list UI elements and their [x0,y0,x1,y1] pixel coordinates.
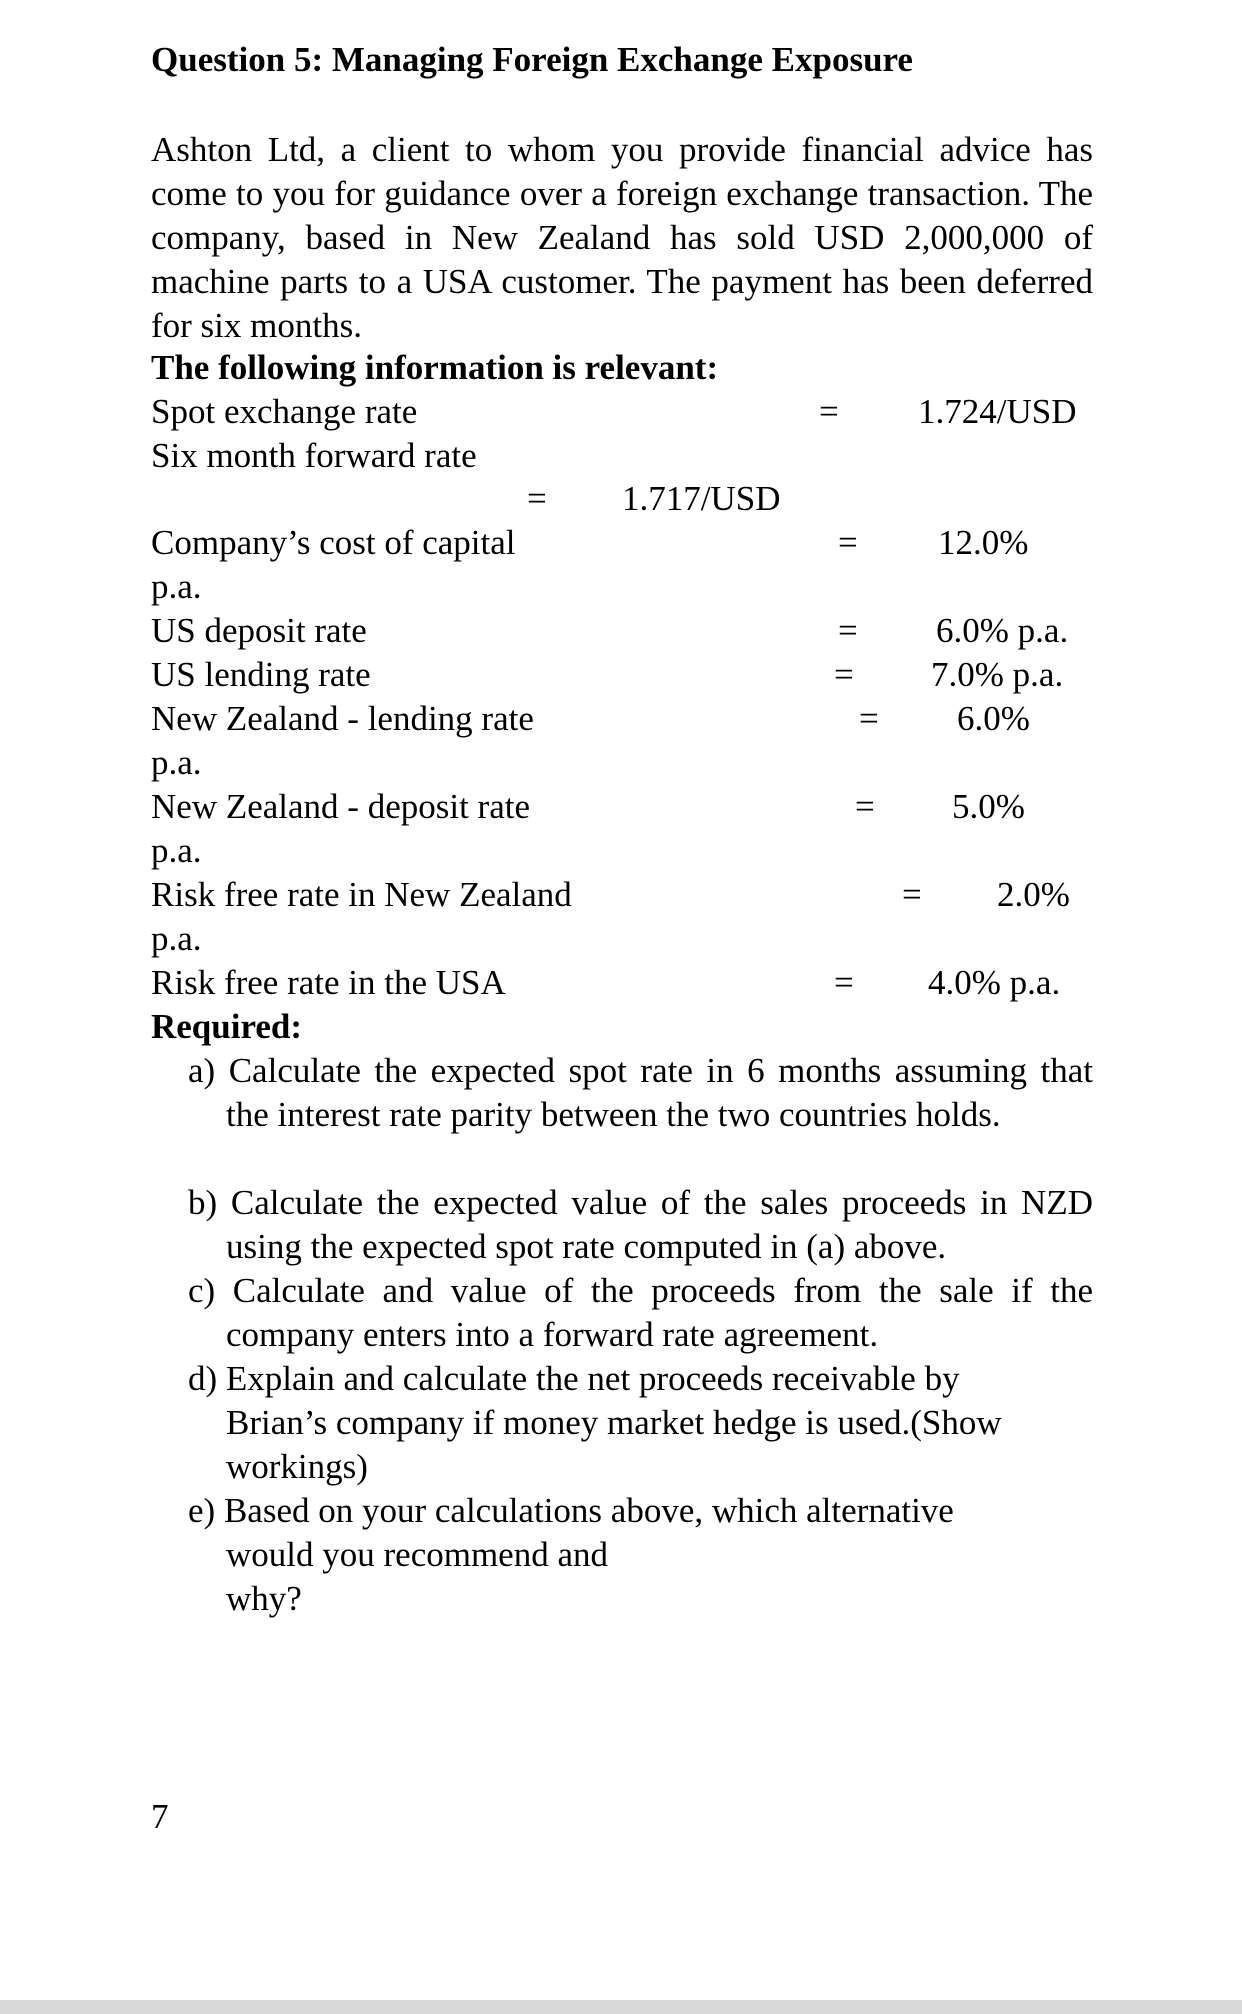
nz-deposit-label: New Zealand - deposit rate [151,787,531,826]
us-lending-label: US lending rate [151,655,371,694]
rf-usa-label: Risk free rate in the USA [151,963,506,1002]
required-item-c: c) Calculate and value of the proceeds from the sale if the company enters into a forward rate agreement. [188,1271,1093,1354]
required-item-e-line3: why? [226,1579,302,1618]
intro-paragraph: Ashton Ltd, a client to whom you provide financial advice has come to you for guidance over a foreign exchange transaction. The company, based in New Zealand has sold USD 2,000,000 of machine parts to a USA customer. The payment has been deferred for six months. [151,130,1093,345]
rf-usa-value: 4.0% p.a. [928,963,1061,1002]
us-deposit-label: US deposit rate [151,611,367,650]
question-title: Question 5: Managing Foreign Exchange Exposure [151,40,913,79]
nz-deposit-suffix: p.a. [151,831,202,870]
required-heading: Required: [151,1007,303,1046]
forward-rate-equals: = [527,479,547,518]
cost-of-capital-label: Company’s cost of capital [151,523,516,562]
rf-nz-equals: = [902,875,922,914]
required-item-b: b) Calculate the expected value of the sales proceeds in NZD using the expected spot rate computed in (a) above. [188,1183,1093,1266]
required-item-d-line2: Brian’s company if money market hedge is used.(Show [226,1403,1002,1442]
spot-rate-label: Spot exchange rate [151,392,418,431]
required-item-d-line1: d) Explain and calculate the net proceeds receivable by [188,1359,960,1398]
nz-lending-label: New Zealand - lending rate [151,699,534,738]
rf-nz-label: Risk free rate in New Zealand [151,875,572,914]
us-deposit-equals: = [838,611,858,650]
us-deposit-value: 6.0% p.a. [936,611,1069,650]
required-item-e-line1: e) Based on your calculations above, which alternative [188,1491,954,1530]
required-item-a: a) Calculate the expected spot rate in 6 months assuming that the interest rate parity between the two countries holds. [188,1051,1093,1134]
nz-lending-equals: = [859,699,879,738]
forward-rate-value: 1.717/USD [622,479,781,518]
spot-rate-equals: = [819,392,839,431]
page-number: 7 [151,1797,169,1836]
info-heading: The following information is relevant: [151,348,719,387]
cost-of-capital-equals: = [838,523,858,562]
cost-of-capital-suffix: p.a. [151,567,202,606]
required-item-d-line3: workings) [226,1447,368,1486]
required-item-e-line2: would you recommend and [226,1535,608,1574]
nz-deposit-equals: = [855,787,875,826]
spot-rate-value: 1.724/USD [918,392,1077,431]
nz-deposit-value: 5.0% [952,787,1025,826]
page-bottom-edge [0,2000,1242,2014]
nz-lending-suffix: p.a. [151,743,202,782]
cost-of-capital-value: 12.0% [938,523,1029,562]
nz-lending-value: 6.0% [957,699,1030,738]
rf-usa-equals: = [834,963,854,1002]
rf-nz-value: 2.0% [997,875,1070,914]
us-lending-equals: = [834,655,854,694]
us-lending-value: 7.0% p.a. [931,655,1064,694]
forward-rate-label: Six month forward rate [151,436,477,475]
rf-nz-suffix: p.a. [151,919,202,958]
